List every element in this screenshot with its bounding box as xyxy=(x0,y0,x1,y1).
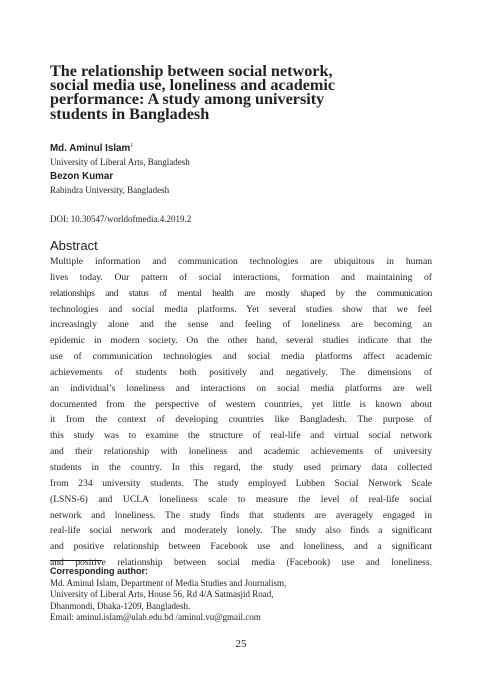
corresponding-author-details xyxy=(50,578,286,624)
author-name: Md. Aminul Islam xyxy=(50,143,131,155)
abstract-line: epidemic in modern society. On the other hand, several studies indicate that the xyxy=(50,335,432,347)
abstract-line: from 234 university students. The study employed Lubben Social Network Scale xyxy=(50,477,432,489)
abstract-line: and their relationship with loneliness and academic achievements of university xyxy=(50,446,432,458)
corresponding-author-heading: Corresponding author: xyxy=(50,566,148,576)
doi: DOI: 10.30547/worldofmedia.4.2019.2 xyxy=(50,214,192,224)
abstract-line: use of communication technologies and social media platforms affect academic xyxy=(50,351,432,363)
corresponding-line: Dhanmondi, Dhaka-1209, Bangladesh. xyxy=(50,600,191,611)
abstract-line: an individual’s loneliness and interactions on social media platforms are well xyxy=(50,382,432,394)
abstract-line: relationships and status of mental health are mostly shaped by the communication xyxy=(50,287,432,299)
abstract-line: lives today. Our pattern of social interactions, formation and maintaining of xyxy=(50,271,432,283)
abstract-line: and positive relationship between social media (Facebook) use and loneliness. xyxy=(50,557,432,569)
author-footnote-marker: 1 xyxy=(130,143,134,149)
author-affiliation: University of Liberal Arts, Bangladesh xyxy=(50,157,190,167)
corresponding-line: University of Liberal Arts, House 56, Rd 4/A Satmasjid Road, xyxy=(50,589,274,600)
author-name: Bezon Kumar xyxy=(50,171,114,182)
abstract-line: real-life social network and moderately lonely. The study also finds a significant xyxy=(50,525,432,537)
corresponding-line: Md. Aminul Islam, Department of Media Studies and Journalism, xyxy=(50,578,287,588)
title-line: social media use, loneliness and academic xyxy=(50,76,336,95)
corresponding-line: Email: aminul.islam@ulab.edu.bd /aminul.vu@gmail.com xyxy=(50,612,261,623)
abstract-line: network and loneliness. The study finds that students are averagely engaged in xyxy=(50,509,432,521)
author-2 xyxy=(50,171,113,182)
abstract-line: Multiple information and communication technologies are ubiquitous in human xyxy=(50,256,432,267)
abstract-heading: Abstract xyxy=(50,238,98,253)
footnote-divider xyxy=(50,560,102,561)
abstract-line: documented from the perspective of western countries, yet little is known about xyxy=(50,398,432,410)
abstract-body xyxy=(50,254,432,571)
abstract-line: it from the context of developing countries like Bangladesh. The purpose of xyxy=(50,414,432,426)
author-1 xyxy=(50,143,133,154)
abstract-line: and positive relationship between Facebook use and loneliness, and a significant xyxy=(50,541,432,553)
title-line: students in Bangladesh xyxy=(50,104,210,123)
abstract-line: technologies and social media platforms. Yet several studies show that we feel xyxy=(50,303,432,315)
abstract-line: students in the country. In this regard, the study used primary data collected xyxy=(50,461,432,473)
abstract-line: increasingly alone and the sense and feeling of loneliness are becoming an xyxy=(50,319,432,331)
abstract-line: achievements of students both positively and negatively. The dimensions of xyxy=(50,366,432,378)
abstract-line: (LSNS-6) and UCLA loneliness scale to measure the level of real-life social xyxy=(50,493,432,505)
title-line: The relationship between social network, xyxy=(50,62,333,80)
page-number: 25 xyxy=(235,638,247,650)
author-affiliation: Rabindra University, Bangladesh xyxy=(50,185,170,195)
abstract-line: this study was to examine the structure of real-life and virtual social network xyxy=(50,430,432,442)
title-line: performance: A study among university xyxy=(50,90,325,109)
article-title xyxy=(50,64,440,121)
